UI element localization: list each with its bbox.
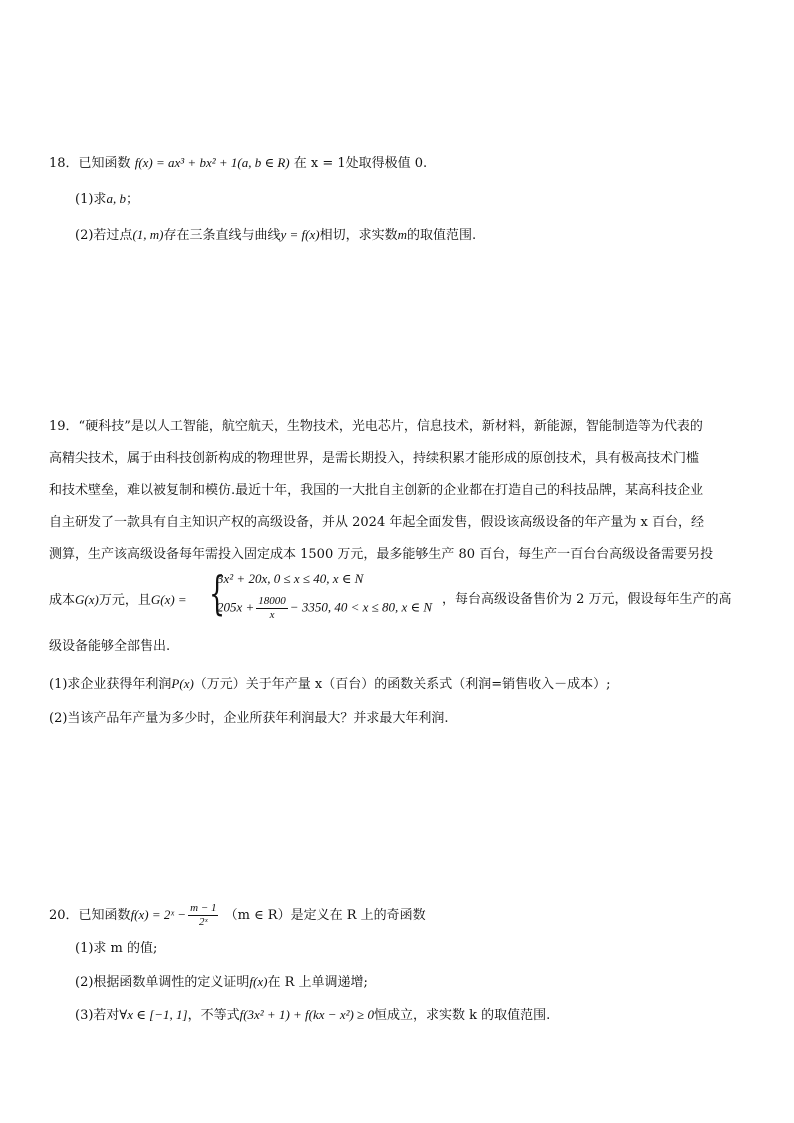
q18-part1-vars: a, b bbox=[106, 191, 126, 206]
q20-fraction bbox=[188, 902, 218, 929]
piecewise-fraction bbox=[256, 595, 288, 622]
q20-part2 bbox=[75, 973, 368, 992]
piecewise-brace: { bbox=[209, 566, 226, 620]
q20-stem bbox=[49, 902, 426, 929]
q20-number: 20． bbox=[49, 908, 79, 923]
q18-part1 bbox=[75, 190, 139, 209]
q18-lead: 已知函数 bbox=[78, 156, 131, 171]
q19-part1 bbox=[49, 675, 611, 694]
q18-part2-number: (2) bbox=[75, 228, 94, 243]
q19-line6-left bbox=[49, 591, 187, 610]
q19-part1-a: (1)求企业获得年利润 bbox=[49, 677, 172, 692]
q20-condition: （m ∈ R）是定义在 R 上的奇函数 bbox=[224, 908, 426, 923]
q20-lead: 已知函数 bbox=[78, 908, 131, 923]
q20-part3-a: (3)若对 bbox=[75, 1008, 120, 1023]
q20-fraction-numerator: m − 1 bbox=[190, 902, 217, 914]
q18-part1-number: (1) bbox=[75, 192, 94, 207]
q19-part1-b: （万元）关于年产量 x（百台）的函数关系式（利润=销售收入－成本）; bbox=[193, 677, 611, 692]
q20-fraction-denominator: 2ˣ bbox=[188, 915, 218, 929]
q19-line1: 19．“硬科技”是以人工智能，航空航天，生物技术，光电芯片，信息技术，新材料，新能源，智能制造等为代表的 bbox=[49, 419, 703, 434]
q19-g-func: G(x) bbox=[75, 592, 99, 607]
q20-function-formula: f(x) = 2ˣ − bbox=[130, 907, 187, 922]
q20-part3-b: ，不等式 bbox=[187, 1008, 240, 1023]
q18-part1-end: ； bbox=[125, 192, 139, 207]
q18-part2-text-c: 相切，求实数 bbox=[319, 228, 398, 243]
q19-cost-label: 成本 bbox=[49, 593, 76, 608]
q18-part2-var: m bbox=[397, 227, 407, 242]
q20-part3 bbox=[75, 1006, 550, 1025]
q19-line4: 自主研发了一款具有自主知识产权的高级设备，并从 2024 年起全面发售，假设该高级设备的年产量为 x 百台，经 bbox=[49, 515, 704, 530]
q18-part2-curve: y = f(x) bbox=[280, 227, 320, 242]
q19-line3: 和技术壁垒，难以被复制和模仿.最近十年，我国的一大批自主创新的企业都在打造自己的科技品牌，某高科技企业 bbox=[49, 483, 704, 498]
q20-part2-a: (2)根据函数单调性的定义证明 bbox=[75, 975, 250, 990]
q20-part3-c: 恒成立，求实数 k 的取值范围. bbox=[373, 1008, 551, 1023]
q19-line7: 级设备能够全部售出. bbox=[49, 639, 171, 654]
fraction-denominator: x bbox=[256, 608, 288, 622]
q19-part1-func: P(x) bbox=[171, 676, 194, 691]
q18-number: 18． bbox=[49, 156, 79, 171]
q18-part1-text: 求 bbox=[93, 192, 107, 207]
piecewise-case-2-a: 205x + bbox=[217, 599, 255, 615]
q18-function-formula: f(x) = ax³ + bx² + 1(a, b ∈ R) bbox=[134, 155, 290, 170]
piecewise-case-2 bbox=[217, 595, 432, 622]
q18-part2 bbox=[75, 226, 476, 245]
q18-stem bbox=[49, 154, 427, 173]
q18-part2-text-b: 存在三条直线与曲线 bbox=[163, 228, 281, 243]
q20-part2-b: 在 R 上单调递增; bbox=[267, 975, 368, 990]
q18-part2-point: (1, m) bbox=[132, 227, 164, 242]
q19-line5: 测算，生产该高级设备每年需投入固定成本 1500 万元，最多能够生产 80 百台，每生产一百台台高级设备需要另投 bbox=[49, 547, 714, 562]
q20-part3-inequality: f(3x² + 1) + f(kx − x²) ≥ 0 bbox=[239, 1007, 374, 1022]
q18-part2-text-d: 的取值范围. bbox=[407, 228, 477, 243]
q19-g-equals: G(x) = bbox=[150, 592, 187, 607]
piecewise-case-2-b: − 3350, 40 < x ≤ 80, x ∈ N bbox=[289, 599, 433, 615]
q19-part2: (2)当该产品年产量为多少时，企业所获年利润最大？并求最大年利润. bbox=[49, 711, 449, 726]
q19-cost-text: 万元，且 bbox=[98, 593, 151, 608]
q18-part2-text-a: 若过点 bbox=[93, 228, 133, 243]
q18-condition: 在 x = 1处取得极值 0. bbox=[293, 156, 428, 171]
q19-piecewise bbox=[209, 566, 444, 626]
q20-part1: (1)求 m 的值; bbox=[75, 941, 158, 956]
q19-line6-right: ，每台高级设备售价为 2 万元，假设每年生产的高 bbox=[442, 592, 732, 607]
q20-part2-func: f(x) bbox=[249, 974, 268, 989]
q20-part3-quantifier: ∀x ∈ [−1, 1] bbox=[119, 1007, 188, 1022]
q19-line2: 高精尖技术，属于由科技创新构成的物理世界，是需长期投入，持续积累才能形成的原创技术，具有极高技术门槛 bbox=[49, 451, 700, 466]
fraction-numerator: 18000 bbox=[258, 595, 286, 607]
piecewise-case-1: 3x² + 20x, 0 ≤ x ≤ 40, x ∈ N bbox=[217, 571, 364, 586]
